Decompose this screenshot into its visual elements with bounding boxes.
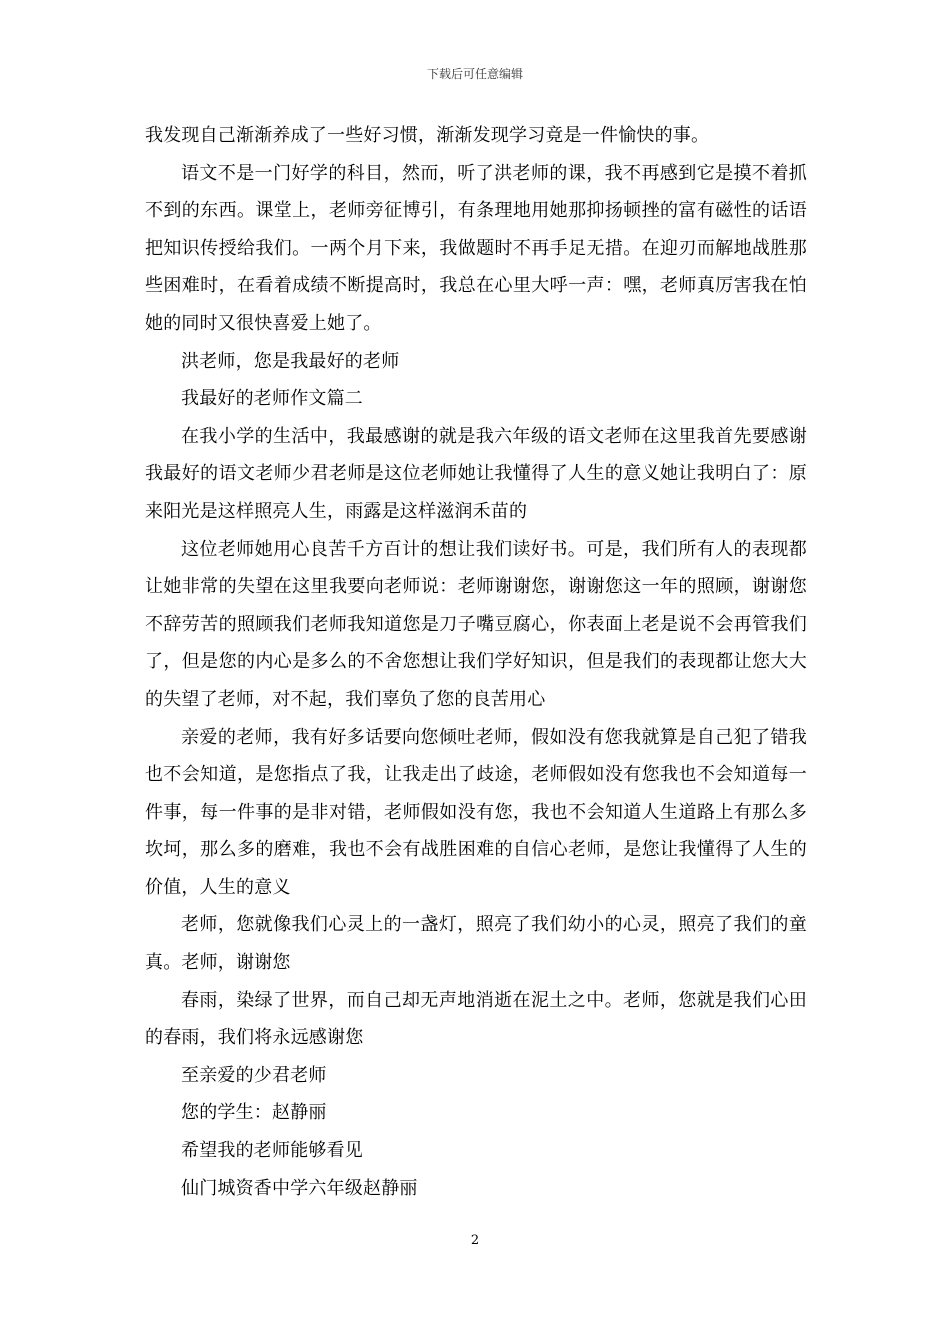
- author-line: 仙门城资香中学六年级赵静丽: [181, 1177, 418, 1199]
- paragraph: 希望我的老师能够看见: [181, 1140, 363, 1162]
- paragraph: 在我小学的生活中，我最感谢的就是我六年级的语文老师在这里我首先要感谢我最好的语文老师少君老师是这位老师她让我懂得了人生的意义她让我明白了：原来阳光是这样照亮人生，雨露是这样滋润禾苗的: [145, 425, 807, 522]
- paragraph: 这位老师她用心良苦千方百计的想让我们读好书。可是，我们所有人的表现都让她非常的失望在这里我要向老师说：老师谢谢您，谢谢您这一年的照顾，谢谢您不辞劳苦的照顾我们老师我知道您是刀子嘴豆腐心，你表面上老是说不会再管我们了，但是您的内心是多么的不舍您想让我们学好知识，但是我们的表现都让您大大的失望了老师，对不起，我们辜负了您的良苦用心: [145, 538, 807, 710]
- paragraph: 春雨，染绿了世界，而自己却无声地消逝在泥土之中。老师，您就是我们心田的春雨，我们将永远感谢您: [145, 989, 807, 1049]
- paragraph: 语文不是一门好学的科目，然而，听了洪老师的课，我不再感到它是摸不着抓不到的东西。课堂上，老师旁征博引，有条理地用她那抑扬顿挫的富有磁性的话语把知识传授给我们。一两个月下来，我做题时不再手足无措。在迎刃而解地战胜那些困难时，在看着成绩不断提高时，我总在心里大呼一声：嘿，老师真厉害我在怕她的同时又很快喜爱上她了。: [145, 162, 807, 334]
- page-number: 2: [470, 1233, 480, 1248]
- document-body: [145, 117, 807, 1207]
- paragraph: 亲爱的老师，我有好多话要向您倾吐老师，假如没有您我就算是自己犯了错我也不会知道，是您指点了我，让我走出了歧途，老师假如没有您我也不会知道每一件事，每一件事的是非对错，老师假如没有您，我也不会知道人生道路上有那么多坎坷，那么多的磨难，我也不会有战胜困难的自信心老师，是您让我懂得了人生的价值，人生的意义: [145, 726, 807, 898]
- paragraph: 我发现自己渐渐养成了一些好习惯，渐渐发现学习竟是一件愉快的事。: [145, 125, 710, 146]
- letter-signature: 您的学生：赵静丽: [181, 1102, 327, 1124]
- paragraph: 老师，您就像我们心灵上的一盏灯，照亮了我们幼小的心灵，照亮了我们的童真。老师，谢谢您: [145, 914, 807, 974]
- section-title: 我最好的老师作文篇二: [181, 388, 363, 410]
- page-header: 下载后可任意编辑: [426, 67, 523, 81]
- paragraph: 洪老师，您是我最好的老师: [181, 350, 400, 372]
- letter-salutation: 至亲爱的少君老师: [181, 1064, 327, 1086]
